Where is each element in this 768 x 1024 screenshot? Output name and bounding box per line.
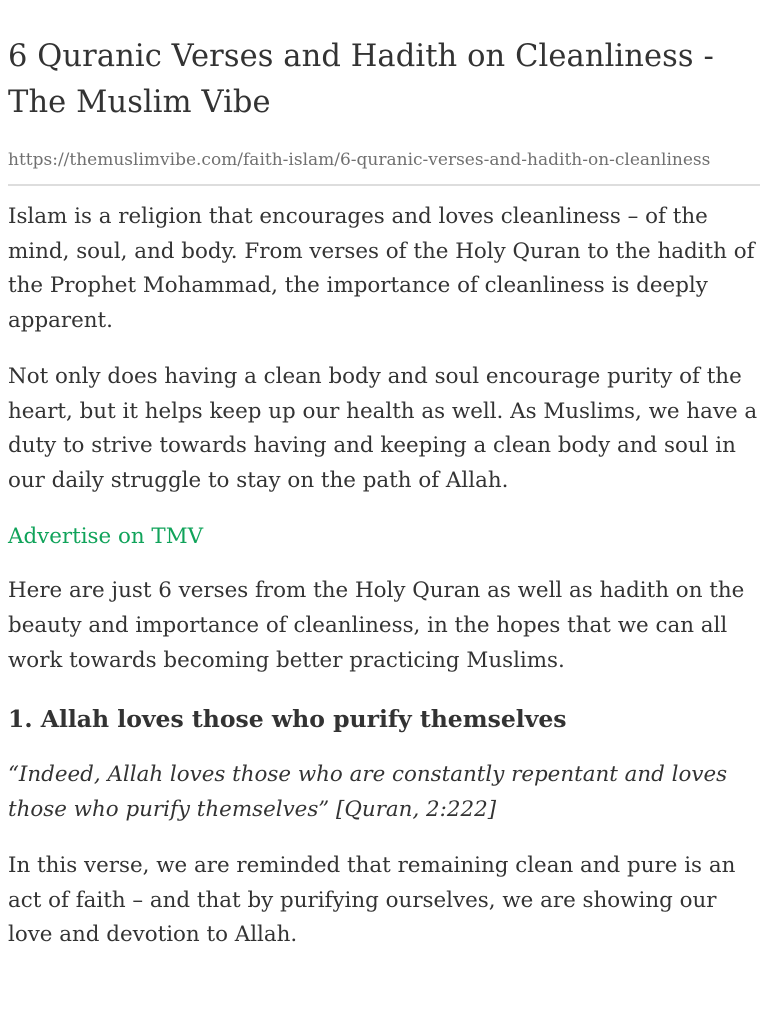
advertise-link[interactable]: Advertise on TMV [8, 523, 204, 549]
page-title: 6 Quranic Verses and Hadith on Cleanliness - The Muslim Vibe [8, 39, 714, 120]
intro-paragraph: Here are just 6 verses from the Holy Quran as well as hadith on the beauty and importance of cleanliness, in the hopes that we can all work towards becoming better practicing Muslims. [8, 578, 745, 673]
reader-page [8, 0, 760, 953]
source-url: https://themuslimvibe.com/faith-islam/6-quranic-verses-and-hadith-on-cleanliness [8, 146, 760, 186]
advertise-paragraph [8, 520, 760, 555]
paragraph: In this verse, we are reminded that remaining clean and pure is an act of faith – and that by purifying ourselves, we are showing our love and devotion to Allah. [8, 852, 736, 948]
section-heading: 1. Allah loves those who purify themselves [8, 705, 567, 734]
article-body [8, 186, 760, 953]
quran-quote: “Indeed, Allah loves those who are constantly repentant and loves those who purify themselves” [Quran, 2:222] [8, 762, 728, 823]
paragraph: Not only does having a clean body and soul encourage purity of the heart, but it helps keep up our health as well. As Muslims, we have a duty to strive towards having and keeping a clean body and soul in our daily struggle to stay on the path of Allah. [8, 363, 758, 493]
paragraph: Islam is a religion that encourages and loves cleanliness – of the mind, soul, and body. From verses of the Holy Quran to the hadith of the Prophet Mohammad, the importance of cleanliness is deeply apparent. [8, 204, 755, 334]
